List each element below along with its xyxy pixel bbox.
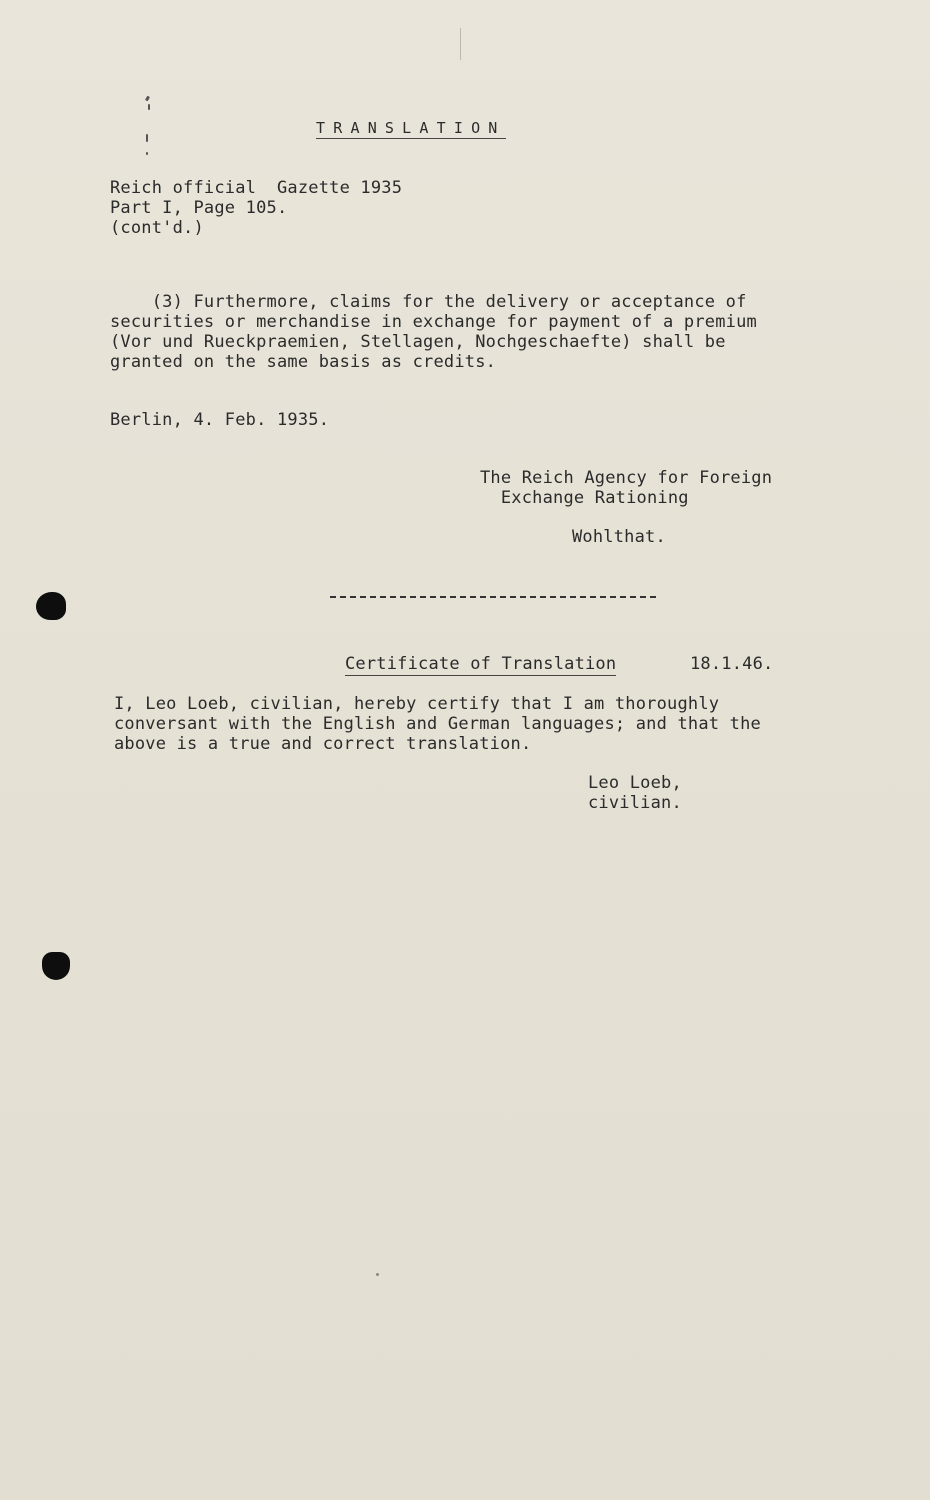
- punch-hole-top: [36, 592, 66, 620]
- signatory-line-2: Exchange Rationing: [480, 488, 689, 508]
- paragraph-line-1: (3) Furthermore, claims for the delivery or acceptance of: [110, 292, 747, 312]
- margin-mark: [145, 96, 150, 102]
- translator-name: Leo Loeb,: [588, 773, 682, 793]
- signatory-line-1: The Reich Agency for Foreign: [480, 468, 773, 488]
- certificate-line-3: above is a true and correct translation.: [114, 734, 532, 754]
- punch-hole-bottom: [42, 952, 70, 980]
- source-line-1: Reich official Gazette 1935: [110, 178, 403, 198]
- paper-dot: [376, 1273, 379, 1276]
- signatory-name: Wohlthat.: [572, 527, 666, 547]
- certificate-title: Certificate of Translation: [345, 654, 617, 674]
- paper-crease: [460, 28, 461, 60]
- margin-mark: [146, 134, 148, 142]
- certificate-line-1: I, Leo Loeb, civilian, hereby certify that I am thoroughly: [114, 694, 720, 714]
- certificate-date: 18.1.46.: [690, 654, 774, 674]
- place-date: Berlin, 4. Feb. 1935.: [110, 410, 330, 430]
- page-heading: TRANSLATION: [316, 119, 506, 137]
- margin-mark: [148, 104, 150, 110]
- margin-mark: [146, 152, 148, 155]
- certificate-line-2: conversant with the English and German languages; and that the: [114, 714, 761, 734]
- paragraph-line-3: (Vor und Rueckpraemien, Stellagen, Nochgeschaefte) shall be: [110, 332, 726, 352]
- paragraph-line-2: securities or merchandise in exchange for payment of a premium: [110, 312, 757, 332]
- translator-title: civilian.: [588, 793, 682, 813]
- source-line-3: (cont'd.): [110, 218, 204, 238]
- source-line-2: Part I, Page 105.: [110, 198, 288, 218]
- paragraph-line-4: granted on the same basis as credits.: [110, 352, 497, 372]
- separator-line: [330, 596, 656, 598]
